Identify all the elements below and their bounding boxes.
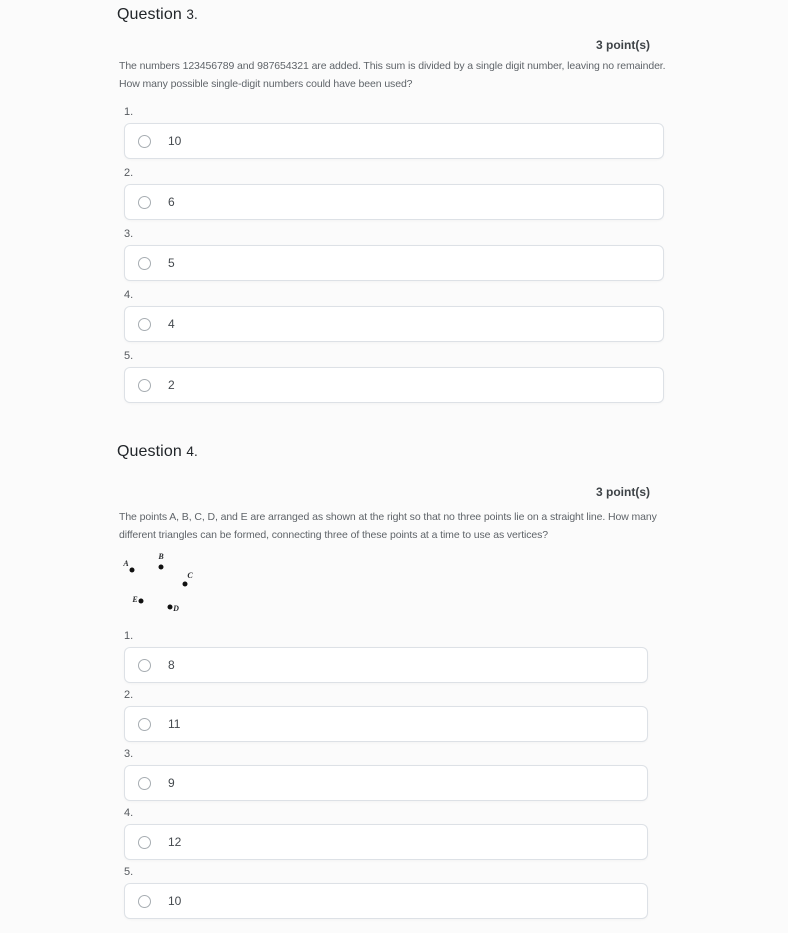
option-label: 6 xyxy=(168,195,175,209)
radio-button-icon[interactable] xyxy=(138,836,151,849)
option-label: 11 xyxy=(168,717,181,731)
question-number: 3. xyxy=(186,7,198,22)
option-row xyxy=(124,289,677,342)
prompt-line: How many possible single-digit numbers could have been used? xyxy=(119,78,413,90)
question-prompt xyxy=(119,508,677,544)
radio-button-icon[interactable] xyxy=(138,257,151,270)
radio-button-icon[interactable] xyxy=(138,135,151,148)
question-3-block xyxy=(117,5,677,411)
answer-choice[interactable] xyxy=(124,824,648,860)
option-index: 5. xyxy=(124,866,134,878)
option-index: 2. xyxy=(124,689,134,701)
option-label: 10 xyxy=(168,134,182,148)
option-row xyxy=(124,228,677,281)
radio-button-icon[interactable] xyxy=(138,718,151,731)
options-list xyxy=(124,630,677,919)
option-label: 4 xyxy=(168,317,175,331)
option-label: 2 xyxy=(168,378,175,392)
answer-choice[interactable] xyxy=(124,765,648,801)
answer-choice[interactable] xyxy=(124,883,648,919)
radio-button-icon[interactable] xyxy=(138,777,151,790)
options-list xyxy=(124,106,677,403)
point-label-e: E xyxy=(132,595,138,604)
answer-choice[interactable] xyxy=(124,706,648,742)
option-label: 9 xyxy=(168,776,175,790)
point-label-c: C xyxy=(187,571,193,580)
option-row xyxy=(124,167,677,220)
radio-button-icon[interactable] xyxy=(138,196,151,209)
point-dot-d xyxy=(168,605,173,610)
option-index: 2. xyxy=(124,167,134,179)
radio-button-icon[interactable] xyxy=(138,895,151,908)
question-4-block xyxy=(117,442,677,925)
option-label: 5 xyxy=(168,256,175,270)
question-title-text: Question xyxy=(117,6,182,23)
point-label-b: B xyxy=(158,552,164,561)
option-row xyxy=(124,350,677,403)
option-label: 8 xyxy=(168,658,175,672)
point-dot-b xyxy=(159,565,164,570)
question-title-text: Question xyxy=(117,443,182,460)
option-label: 10 xyxy=(168,894,182,908)
option-label: 12 xyxy=(168,835,182,849)
point-label-d: D xyxy=(173,604,179,613)
question-title xyxy=(117,442,677,462)
point-dot-e xyxy=(139,599,144,604)
radio-button-icon[interactable] xyxy=(138,379,151,392)
prompt-line: The numbers 123456789 and 987654321 are added. This sum is divided by a single digit number, leaving no remainder. xyxy=(119,60,666,72)
prompt-line: The points A, B, C, D, and E are arranged as shown at the right so that no three points lie on a straight line. How many xyxy=(119,511,657,523)
option-index: 4. xyxy=(124,807,134,819)
option-row xyxy=(124,689,677,742)
answer-choice[interactable] xyxy=(124,184,664,220)
radio-button-icon[interactable] xyxy=(138,318,151,331)
answer-choice[interactable] xyxy=(124,306,664,342)
option-row xyxy=(124,807,677,860)
prompt-line: different triangles can be formed, connecting three of these points at a time to use as vertices? xyxy=(119,529,549,541)
option-index: 1. xyxy=(124,630,134,642)
answer-choice[interactable] xyxy=(124,245,664,281)
question-title xyxy=(117,5,677,25)
points-diagram xyxy=(119,553,229,617)
option-row xyxy=(124,866,677,919)
points-badge: 3 point(s) xyxy=(596,38,650,52)
point-dot-a xyxy=(130,568,135,573)
option-row xyxy=(124,630,677,683)
option-index: 3. xyxy=(124,228,134,240)
radio-button-icon[interactable] xyxy=(138,659,151,672)
answer-choice[interactable] xyxy=(124,367,664,403)
option-index: 4. xyxy=(124,289,134,301)
point-dot-c xyxy=(183,582,188,587)
answer-choice[interactable] xyxy=(124,123,664,159)
option-index: 5. xyxy=(124,350,134,362)
answer-choice[interactable] xyxy=(124,647,648,683)
option-row xyxy=(124,106,677,159)
option-row xyxy=(124,748,677,801)
question-prompt xyxy=(119,57,677,93)
option-index: 3. xyxy=(124,748,134,760)
points-badge: 3 point(s) xyxy=(596,485,650,499)
point-label-a: A xyxy=(123,559,129,568)
question-number: 4. xyxy=(186,444,198,459)
option-index: 1. xyxy=(124,106,134,118)
